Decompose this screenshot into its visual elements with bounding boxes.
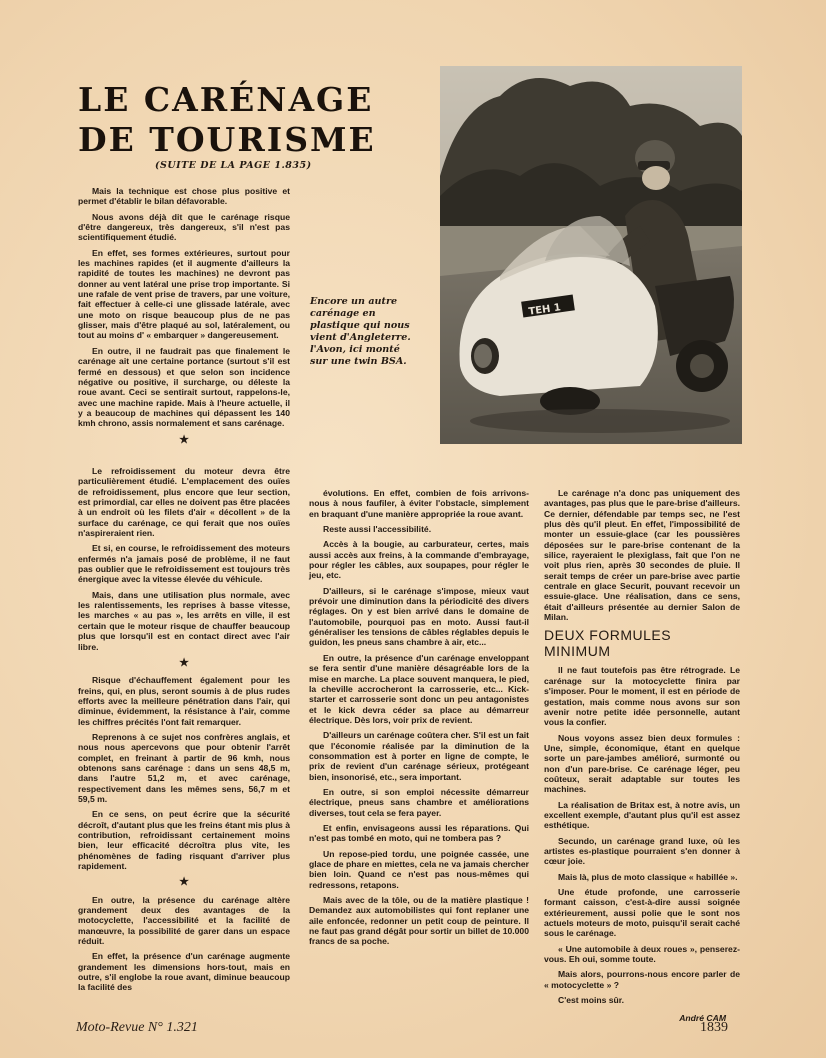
paragraph: Nous voyons assez bien deux formules : Une, simple, économique, étant en quelque sorte un pare-jambes amélioré, surmonté ou non d'un pare-brise. Ce carénage léger, peu coûteux, serait adaptable sur toutes les machines. [544, 732, 740, 795]
paragraph: évolutions. En effet, combien de fois arrivons-nous à nous faufiler, à éviter l'obstacle, simplement en braquant d'une manière appropriée la roue avant. [309, 488, 529, 519]
paragraph: La réalisation de Britax est, à notre avis, un excellent exemple, d'autant plus qu'il est assez esthétique. [544, 799, 740, 831]
paragraph: Le carénage n'a donc pas uniquement des avantages, pas plus que le pare-brise d'ailleurs. Ce dernier, défendable par temps sec, ne l'est plus dès qu'il pleut. En effet, l'impossibilité de monter un essuie-glace (car les poussières déposées sur le pare-brise contenant de la silice, rayeraient le plexiglass, fait que l'on ne voit plus rien, après 30 secondes de pluie. Il serait temps de créer un pare-brise avec partie centrale en glace Securit, pouvant recevoir un essuie-glace. Une réalisation, dans ce sens, était d'ailleurs présentée au dernier Salon de Milan. [544, 488, 740, 623]
paragraph: Le refroidissement du moteur devra être particulièrement étudié. L'emplacement des ouïes de refroidissement, plus encore que leur section, est primordial, car elles ne doivent pas être placées à un endroit où les filets d'air « décollent » de la surface du carénage, ce qui ferait que nos ouïes n'aspireraient rien. [78, 466, 290, 539]
section-separator-star-icon: ★ [179, 656, 189, 669]
page-number: 1839 [700, 1020, 728, 1035]
title-line-1: LE CARÉNAGE [78, 80, 374, 119]
paragraph: Reprenons à ce sujet nos confrères anglais, et nous nous apercevons que pour obtenir l'arrêt complet, en freinant à partir de 96 kmh, nous obtenons sans carénage : dans un sens 48,5 m, dans l'autre 51,2 m, et avec carénage, respectivement dans les mêmes sens, 56,7 m et 59,5 m. [78, 731, 290, 804]
paragraph: Accès à la bougie, au carburateur, certes, mais aussi accès aux freins, à la commande d'embrayage, pour régler les câbles, aux soupapes, pour régler le jeu, etc. [309, 539, 529, 581]
article-subtitle: (SUITE DE LA PAGE 1.835) [155, 160, 312, 171]
photo-caption: Encore un autre carénage en plastique qui nous vient d'Angleterre. l'Avon, ici monté sur une twin BSA. [310, 296, 411, 367]
column-1-top [78, 186, 290, 452]
motorcycle-photo [440, 66, 742, 444]
paragraph: Une étude profonde, une carrosserie formant caisson, c'est-à-dire aussi soignée extérieurement, aussi polie que le sont nos actuels moteurs de moto, puisqu'il serait caché sous le carénage. [544, 887, 740, 939]
paragraph: En ce sens, on peut écrire que la sécurité décroît, d'autant plus que les freins étant mis plus à contribution, refroidissant certainement moins bien, leur efficacité décroîtra plus vite, les phénomènes de fading risquant d'arriver plus rapidement. [78, 809, 290, 872]
author-signature: André CAM [679, 1013, 726, 1024]
paragraph: Et si, en course, le refroidissement des moteurs enfermés n'a jamais posé de problème, il ne faut pas oublier que le refroidissement est toujours très énergique avec la vitesse élevée du véhicule. [78, 543, 290, 585]
paragraph: Nous avons déjà dit que le carénage risque d'être dangereux, très dangereux, s'il n'est pas scientifiquement étudié. [78, 211, 290, 243]
paragraph: Mais, dans une utilisation plus normale, avec les ralentissements, les reprises à basse vitesse, les marches « au pas », les arrêts en ville, il est certain que le moteur risque de chauffer beaucoup plus que lorsqu'il est en contact direct avec l'air libre. [78, 589, 290, 652]
column-2 [309, 488, 529, 952]
paragraph: En outre, si son emploi nécessite démarreur électrique, pneus sans chambre et améliorations diverses, tout cela se fera payer. [309, 786, 529, 818]
article-photo [440, 66, 742, 444]
paragraph: D'ailleurs, si le carénage s'impose, mieux vaut prévoir une diminution dans la périodicité des divers réglages. On y est bien arrivé dans le domaine de l'automobile, pourquoi pas en moto. Aussi faut-il généraliser les tensions de câbles réglables depuis le guidon, les pneus sans chambre à air, etc... [309, 585, 529, 648]
paragraph: Secundo, un carénage grand luxe, où les artistes es-plastique pourraient s'en donner à cœur joie. [544, 835, 740, 867]
paragraph: Mais alors, pourrons-nous encore parler de « motocyclette » ? [544, 969, 740, 990]
paragraph: C'est moins sûr. [558, 995, 625, 1006]
paragraph: Un repose-pied tordu, une poignée cassée, une glace de phare en miettes, cela ne va jamais chercher bien loin. Quand ce n'est pas nous-mêmes qui redressons, retapons. [309, 848, 529, 890]
paragraph: En outre, la présence du carénage altère grandement deux des avantages de la motocyclette, l'accessibilité et la facilité de manœuvre, la possibilité de garer dans un espace réduit. [78, 894, 290, 947]
title-line-2: DE TOURISME [78, 120, 376, 159]
paragraph: Reste aussi l'accessibilité. [323, 524, 432, 535]
section-separator-star-icon: ★ [179, 876, 189, 889]
license-plate: TEH 1 [527, 302, 562, 318]
column-1-bottom [78, 466, 290, 998]
paragraph: « Une automobile à deux roues », penserez-vous. Eh oui, somme toute. [544, 943, 740, 965]
paragraph: D'ailleurs un carénage coûtera cher. S'il est un fait que l'économie réalisée par la diminution de la consommation est à porter en ligne de compte, le prix de revient d'un carénage sérieux, protégeant bien, insonorisé, etc., sera important. [309, 730, 529, 782]
section-heading: DEUX FORMULES MINIMUM [544, 627, 672, 660]
paragraph: Il ne faut toutefois pas être rétrograde. Le carénage sur la motocyclette finira par s'imposer. Pour le moment, il est en période de gestation, mais comme nous avons sur son avenir notre petite idée personnelle, autant vous la confier. [544, 665, 740, 728]
article-title [78, 80, 378, 160]
section-separator-star-icon: ★ [179, 433, 189, 446]
paragraph: Mais là, plus de moto classique « habillée ». [558, 871, 738, 882]
paragraph: En outre, il ne faudrait pas que finalement le carénage ait une certaine portance (surtout s'il est fermé en dessous) et que selon son incidence négative ou positive, il surcharge, ou déleste la roue avant. Ceci se sentirait surtout, rappelons-le, avec une machine rapide. Mais à l'heure actuelle, il y a beaucoup de machines qui dépassent les 140 kmh chrono, assis normalement et sans carénage. [78, 345, 290, 429]
column-3 [544, 488, 740, 1024]
paragraph: En effet, ses formes extérieures, surtout pour les machines rapides (et il augmente d'ailleurs la rapidité de toutes les machines) ne devront pas donner au vent latéral une prise trop importante. Si une rafale de vent prise de travers, par une voiture, fait effectuer à celle-ci une glissade latérale, avec une moto on risque beaucoup plus de ne pas glisser, mais d'être plaqué au sol, latéralement, ou tout au moins d' « embarquer » dangereusement. [78, 247, 290, 341]
paragraph: Et enfin, envisageons aussi les réparations. Qui n'est pas tombé en moto, qui ne tombera pas ? [309, 822, 529, 844]
paragraph: Mais la technique est chose plus positive et permet d'établir le bilan défavorable. [78, 186, 290, 207]
paragraph: Mais avec de la tôle, ou de la matière plastique ! Demandez aux automobilistes qui font replaner une aile enfoncée, redonner un petit coup de peinture. Il ne faut pas grand dégât pour sortir un billet de 10.000 francs de sa poche. [309, 895, 529, 947]
paragraph: En effet, la présence d'un carénage augmente grandement les dimensions hors-tout, mais en outre, s'il englobe la roue avant, diminue beaucoup la facilité des [78, 951, 290, 993]
paragraph: En outre, la présence d'un carénage enveloppant se fera sentir d'une manière désagréable lors de la mise en marche. La place souvent manquera, le pied, la cheville accrocheront la carrosserie, etc... Kick-starter et carrosserie sont donc un peu antagonistes et le kick devra céder sa place au démarreur électrique. Dès lors, voir prix de revient. [309, 652, 529, 725]
paragraph: Risque d'échauffement également pour les freins, qui, en plus, seront soumis à de plus rudes efforts avec la meilleure pénétration dans l'air, qui diminue, évidemment, la résistance à l'air, comme les chiffres précités l'ont fait remarquer. [78, 675, 290, 727]
magazine-issue: Moto-Revue N° 1.321 [76, 1020, 198, 1035]
